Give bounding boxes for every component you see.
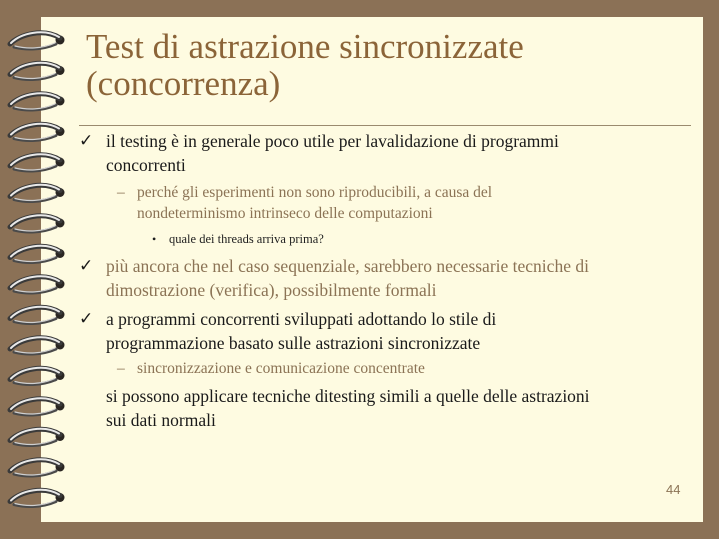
binding-ring-icon [10, 276, 65, 293]
sub-bullet-3: sincronizzazione e comunicazione concentrate [137, 360, 425, 377]
dot-bullet-icon: • [152, 232, 157, 246]
continuation-line-1: si possono applicare tecniche ditesting simili a quelle delle astrazioni [106, 386, 590, 406]
binding-ring-icon [10, 459, 65, 476]
sub-bullet-1-line-1: perché gli esperimenti non sono riproducibili, a causa del [137, 184, 493, 201]
binding-ring-icon [10, 93, 65, 110]
dash-bullet-icon: – [117, 184, 125, 201]
binding-ring-icon [10, 215, 65, 232]
continuation-line-2: sui dati normali [106, 410, 216, 430]
bullet-item-2-line-2: dimostrazione (verifica), possibilmente formali [106, 280, 437, 300]
binding-ring-icon [10, 337, 65, 354]
binding-ring-icon [10, 429, 65, 446]
sub-bullet-1 [137, 182, 677, 224]
binding-ring-icon [10, 124, 65, 141]
bullet-item-3-line-2: programmazione basato sulle astrazioni sincronizzate [106, 333, 481, 353]
spiral-binding [0, 0, 80, 539]
continuation-paragraph [106, 384, 676, 432]
dash-bullet-icon: – [117, 360, 125, 377]
binding-ring-icon [10, 246, 65, 263]
binding-ring-icon [10, 368, 65, 385]
bullet-item-3-line-1: a programmi concorrenti sviluppati adottando lo stile di [106, 309, 497, 329]
slide-title [86, 28, 524, 102]
sub-bullet-1-line-2: nondeterminismo intrinseco delle computazioni [137, 205, 433, 222]
checkmark-icon: ✓ [79, 309, 94, 329]
slide-title-line-1: Test di astrazione sincronizzate [86, 27, 524, 66]
binding-ring-icon [10, 185, 65, 202]
binding-ring-icon [10, 63, 65, 80]
binding-ring-icon [10, 154, 65, 171]
title-divider [79, 125, 691, 126]
bullet-item-2 [106, 254, 676, 302]
binding-ring-icon [10, 307, 65, 324]
page-number: 44 [666, 482, 681, 497]
bullet-item-3 [106, 307, 676, 355]
bullet-item-2-line-1: più ancora che nel caso sequenziale, sarebbero necessarie tecniche di [106, 256, 589, 276]
checkmark-icon: ✓ [79, 131, 94, 151]
bullet-item-1-line-1: il testing è in generale poco utile per lavalidazione di programmi [106, 131, 559, 151]
binding-ring-icon [10, 398, 65, 415]
binding-ring-icon [10, 490, 65, 507]
bullet-item-1-line-2: concorrenti [106, 155, 186, 175]
slide-title-line-2: (concorrenza) [86, 64, 281, 103]
binding-ring-icon [10, 32, 65, 49]
checkmark-icon: ✓ [79, 256, 94, 276]
bullet-item-1 [106, 129, 676, 177]
sub-sub-bullet-1: quale dei threads arriva prima? [169, 232, 324, 246]
